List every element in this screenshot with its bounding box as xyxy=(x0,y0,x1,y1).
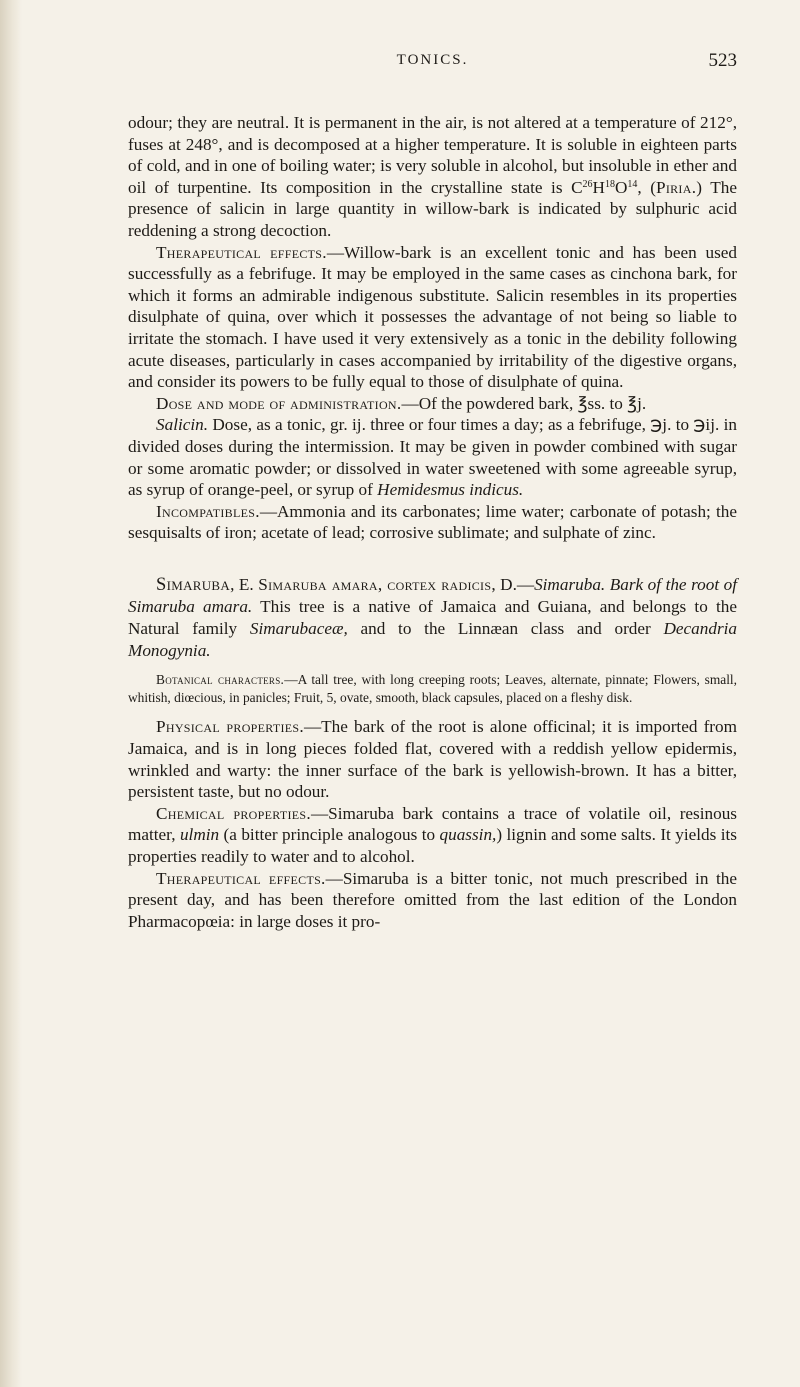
text: ) lignin and some salts. It yields its properties readily to water and to alcohol. xyxy=(128,825,737,866)
family-name: Simarubaceæ, xyxy=(249,619,348,639)
text: —Simaruba bark contains a trace of volatile oil, resinous matter, xyxy=(128,803,737,845)
class-order-name: Decandria Monogynia. xyxy=(128,619,738,660)
paragraph-therapeutical-effects-simaruba xyxy=(128,868,737,933)
section-label: Dose and mode of administration. xyxy=(156,393,402,413)
section-label: Incompatibles. xyxy=(156,501,260,521)
paragraph-botanical-characters xyxy=(128,671,737,706)
text: This tree is a native of Jamaica and Guiana, and belongs to the Natural family xyxy=(128,597,737,639)
text: —Ammonia and its carbonates; lime water; carbonate of potash; the sesquisalts of iron; acetate of lead; corrosive sublimate; and sulphate of zinc. xyxy=(128,501,737,543)
paragraph-therapeutical-effects-willow xyxy=(128,242,737,393)
text: ) The presence of salicin in large quantity in willow-bark is indicated by sulphuric acid reddening a strong decoction. xyxy=(128,177,737,240)
text: , E. xyxy=(230,574,259,594)
subscript-carbon: 26 xyxy=(582,178,593,190)
text: —Of the powdered bark, ℥ss. to ℥j. xyxy=(401,393,647,413)
text: —The bark of the root is alone officinal; it is imported from Jamaica, and is in long pieces folded flat, covered with a reddish yellow epidermis, wrinkled and warty: the inner surface of the bark is yellowish-brown. It has a bitter, persistent taste, but no odour. xyxy=(128,717,737,802)
paragraph-incompatibles xyxy=(128,501,737,544)
section-label: Physical properties. xyxy=(156,717,304,737)
text: —Willow-bark is an excellent tonic and has been used successfully as a febrifuge. It may be employed in the same cases as cinchona bark, for which it forms an admirable indigenous substitute. Salicin resembles in its properties disulphate of quina, over which it possesses the advantage of not being so liable to irritate the stomach. I have used it very extensively as a tonic in the debility following acute diseases, particularly in cases accompanied by irritability of the digestive organs, and consider its powers to be fully equal to those of disulphate of quina. xyxy=(128,242,738,392)
section-label: Salicin. xyxy=(156,415,209,435)
page-number: 523 xyxy=(708,50,737,71)
entry-latin-name: Simaruba amara, cortex radicis xyxy=(258,574,492,594)
paragraph-physical-properties xyxy=(128,716,737,802)
species-name: Hemidesmus indicus. xyxy=(377,480,524,500)
section-label: Botanical characters. xyxy=(156,672,285,688)
page-header xyxy=(128,50,737,76)
section-gap xyxy=(128,544,737,574)
body-text xyxy=(128,112,737,932)
subscript-hydrogen: 18 xyxy=(604,178,615,190)
italic-term: quassin, xyxy=(439,825,497,845)
author-piria: Piria. xyxy=(655,177,697,197)
paragraph-dose xyxy=(128,393,737,415)
text: Dose, as a tonic, gr. ij. three or four times a day; as a febrifuge, ℈j. to ℈ij. in divided doses during the intermission. It may be given in powder combined with sugar or some aromatic powder; or dissolved in water sweetened with some agreeable syrup, as syrup of orange-peel, or syrup of xyxy=(128,415,737,500)
running-title: TONICS. xyxy=(396,52,469,68)
section-label: Therapeutical effects. xyxy=(156,242,327,262)
entry-heading: Simaruba xyxy=(156,574,231,595)
text: —A tall tree, with long creeping roots; Leaves, alternate, pinnate; Flowers, small, whitish, diœcious, in panicles; Fruit, 5, ovate, smooth, black capsules, placed on a fleshy disk. xyxy=(128,672,737,705)
section-label: Therapeutical effects. xyxy=(156,868,326,888)
italic-text: Simaruba. Bark of the root of Simaruba amara. xyxy=(128,574,738,617)
text: H xyxy=(592,177,605,197)
text: , ( xyxy=(637,177,656,197)
paragraph-simaruba-heading xyxy=(128,574,737,661)
paragraph-salicin-properties xyxy=(128,112,737,242)
paragraph-salicin-dose xyxy=(128,414,737,500)
subscript-oxygen: 14 xyxy=(627,178,638,190)
text: O xyxy=(614,177,628,197)
text: odour; they are neutral. It is permanent in the air, is not altered at a temperature of 212°, fuses at 248°, and is decomposed at a higher temperature. It is soluble in eighteen parts of cold, and in one of boiling water; is very soluble in alcohol, but insoluble in ether and oil of turpentine. Its composition in the crystalline state is C xyxy=(128,113,737,197)
section-label: Chemical properties. xyxy=(156,803,311,823)
text: (a bitter principle analogous to xyxy=(219,825,440,845)
paragraph-chemical-properties xyxy=(128,803,737,868)
italic-term: ulmin xyxy=(179,825,220,845)
text: and to the Linnæan class and order xyxy=(347,619,664,639)
text: —Simaruba is a bitter tonic, not much prescribed in the present day, and has been therefore omitted from the last edition of the London Pharmacopœia: in large doses it pro- xyxy=(128,868,737,931)
text: , D.— xyxy=(491,574,535,594)
